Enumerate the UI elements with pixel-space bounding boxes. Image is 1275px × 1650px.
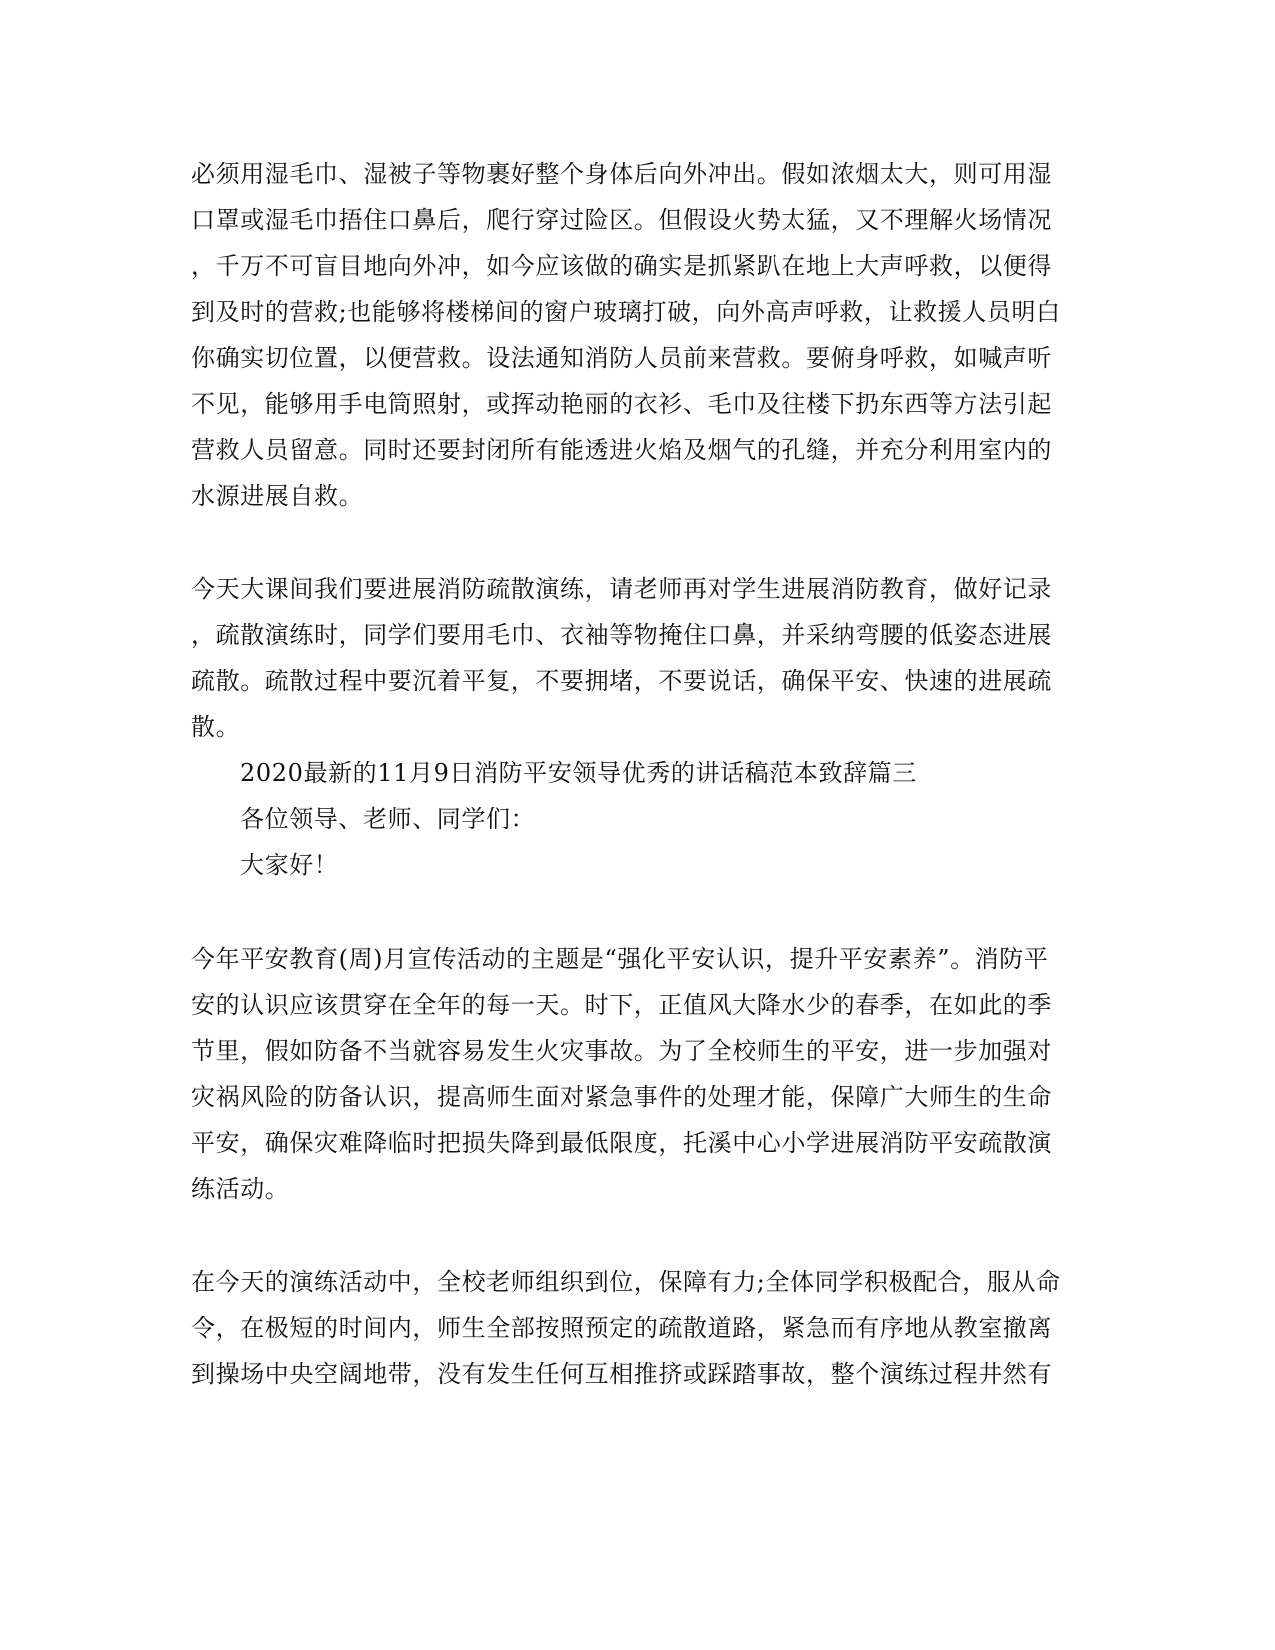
paragraph-1-line: 不见，能够用手电筒照射，或挥动艳丽的衣衫、毛巾及往楼下扔东西等方法引起 <box>191 390 1052 418</box>
paragraph-4-line: 到操场中央空阔地带，没有发生任何互相推挤或踩踏事故，整个演练过程井然有 <box>191 1360 1052 1388</box>
paragraph-1-line: 口罩或湿毛巾捂住口鼻后，爬行穿过险区。但假设火势太猛，又不理解火场情况 <box>191 206 1052 234</box>
paragraph-2-line: 散。 <box>191 713 241 741</box>
paragraph-3-line: 灾祸风险的防备认识，提高师生面对紧急事件的处理才能，保障广大师生的生命 <box>191 1083 1052 1111</box>
paragraph-1-line: ，千万不可盲目地向外冲，如今应该做的确实是抓紧趴在地上大声呼救，以便得 <box>191 252 1052 280</box>
paragraph-1-line: 水源进展自救。 <box>191 482 364 510</box>
paragraph-1-line: 到及时的营救;也能够将楼梯间的窗户玻璃打破，向外高声呼救，让救援人员明白 <box>191 298 1061 326</box>
paragraph-3-line: 节里，假如防备不当就容易发生火灾事故。为了全校师生的平安，进一步加强对 <box>191 1037 1052 1065</box>
paragraph-3-line: 安的认识应该贯穿在全年的每一天。时下，正值风大降水少的春季，在如此的季 <box>191 991 1052 1019</box>
section-heading: 2020最新的11月9日消防平安领导优秀的讲话稿范本致辞篇三 <box>240 759 917 787</box>
paragraph-1-line: 你确实切位置，以便营救。设法通知消防人员前来营救。要俯身呼救，如喊声听 <box>191 344 1052 372</box>
salutation: 各位领导、老师、同学们： <box>240 805 536 833</box>
greeting: 大家好！ <box>240 851 339 879</box>
paragraph-1-line: 营救人员留意。同时还要封闭所有能透进火焰及烟气的孔缝，并充分利用室内的 <box>191 436 1052 464</box>
paragraph-2-line: 疏散。疏散过程中要沉着平复，不要拥堵，不要说话，确保平安、快速的进展疏 <box>191 667 1052 695</box>
paragraph-3-line: 今年平安教育(周)月宣传活动的主题是“强化平安认识，提升平安素养”。消防平 <box>191 945 1049 973</box>
paragraph-4-line: 令，在极短的时间内，师生全部按照预定的疏散道路，紧急而有序地从教室撤离 <box>191 1314 1052 1342</box>
paragraph-2-line: 今天大课间我们要进展消防疏散演练，请老师再对学生进展消防教育，做好记录 <box>191 575 1052 603</box>
paragraph-3-line: 练活动。 <box>191 1175 290 1203</box>
paragraph-3-line: 平安，确保灾难降临时把损失降到最低限度，托溪中心小学进展消防平安疏散演 <box>191 1129 1052 1157</box>
paragraph-4-line: 在今天的演练活动中，全校老师组织到位，保障有力;全体同学积极配合，服从命 <box>191 1268 1061 1296</box>
paragraph-1-line: 必须用湿毛巾、湿被子等物裹好整个身体后向外冲出。假如浓烟太大，则可用湿 <box>191 160 1052 188</box>
paragraph-2-line: ，疏散演练时，同学们要用毛巾、衣袖等物掩住口鼻，并采纳弯腰的低姿态进展 <box>191 621 1052 649</box>
